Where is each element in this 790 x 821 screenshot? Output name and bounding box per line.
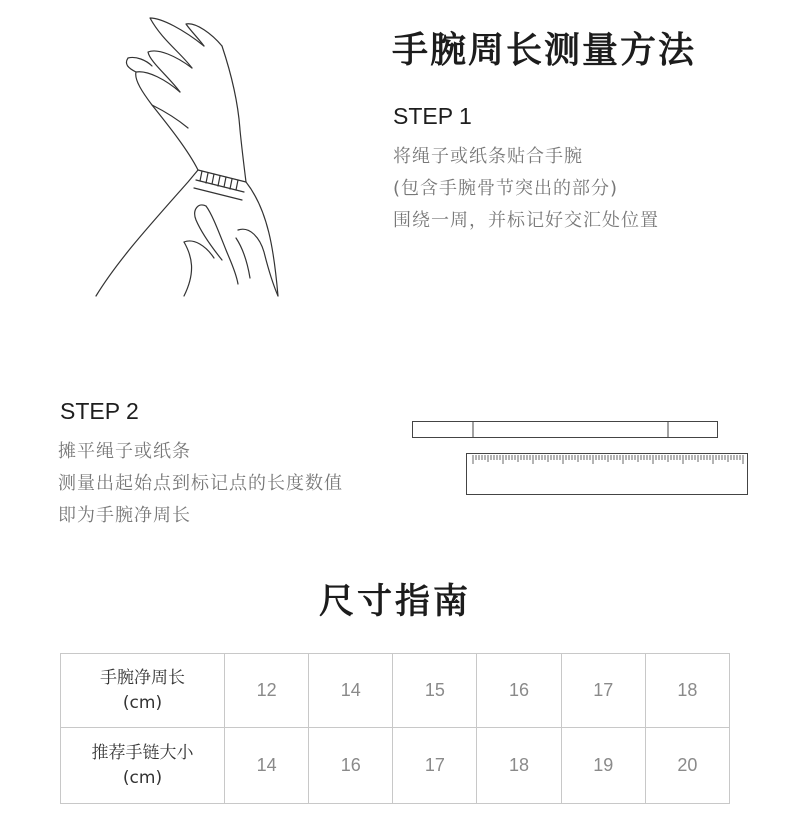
table-cell: 17 (393, 728, 477, 804)
table-cell: 17 (561, 654, 645, 728)
table-cell: 12 (225, 654, 309, 728)
step2-heading: STEP 2 (60, 398, 139, 424)
table-cell: 16 (477, 654, 561, 728)
measure-title: 手腕周长测量方法 (392, 30, 697, 71)
step1-instructions (393, 141, 659, 237)
row-label (61, 728, 225, 804)
table-cell: 14 (225, 728, 309, 804)
step2-line: 即为手腕净周长 (58, 505, 191, 526)
table-cell: 14 (309, 654, 393, 728)
table-cell: 19 (561, 728, 645, 804)
step2-line: 摊平绳子或纸条 (58, 441, 191, 462)
row-label (61, 654, 225, 728)
row-label-unit: (cm) (122, 692, 163, 713)
row-label-unit: (cm) (122, 767, 163, 788)
step1-heading: STEP 1 (393, 103, 472, 129)
table-row (61, 728, 730, 804)
step2-line: 测量出起始点到标记点的长度数值 (58, 473, 343, 494)
size-guide-title: 尺寸指南 (318, 582, 471, 622)
ruler-illustration (465, 451, 750, 497)
step1-line: 将绳子或纸条贴合手腕 (393, 146, 583, 167)
row-label-line: 手腕净周长 (100, 667, 185, 688)
paper-strip-illustration (410, 419, 720, 441)
step1-line: 围绕一周，并标记好交汇处位置 (393, 210, 659, 231)
size-guide-table (60, 653, 730, 804)
hand-measuring-illustration (88, 10, 288, 302)
step2-instructions (58, 436, 343, 532)
table-cell: 18 (645, 654, 729, 728)
table-cell: 16 (309, 728, 393, 804)
table-cell: 18 (477, 728, 561, 804)
table-cell: 15 (393, 654, 477, 728)
row-label-line: 推荐手链大小 (91, 742, 194, 763)
table-cell: 20 (645, 728, 729, 804)
table-row (61, 654, 730, 728)
step1-line: (包含手腕骨节突出的部分) (393, 178, 619, 199)
